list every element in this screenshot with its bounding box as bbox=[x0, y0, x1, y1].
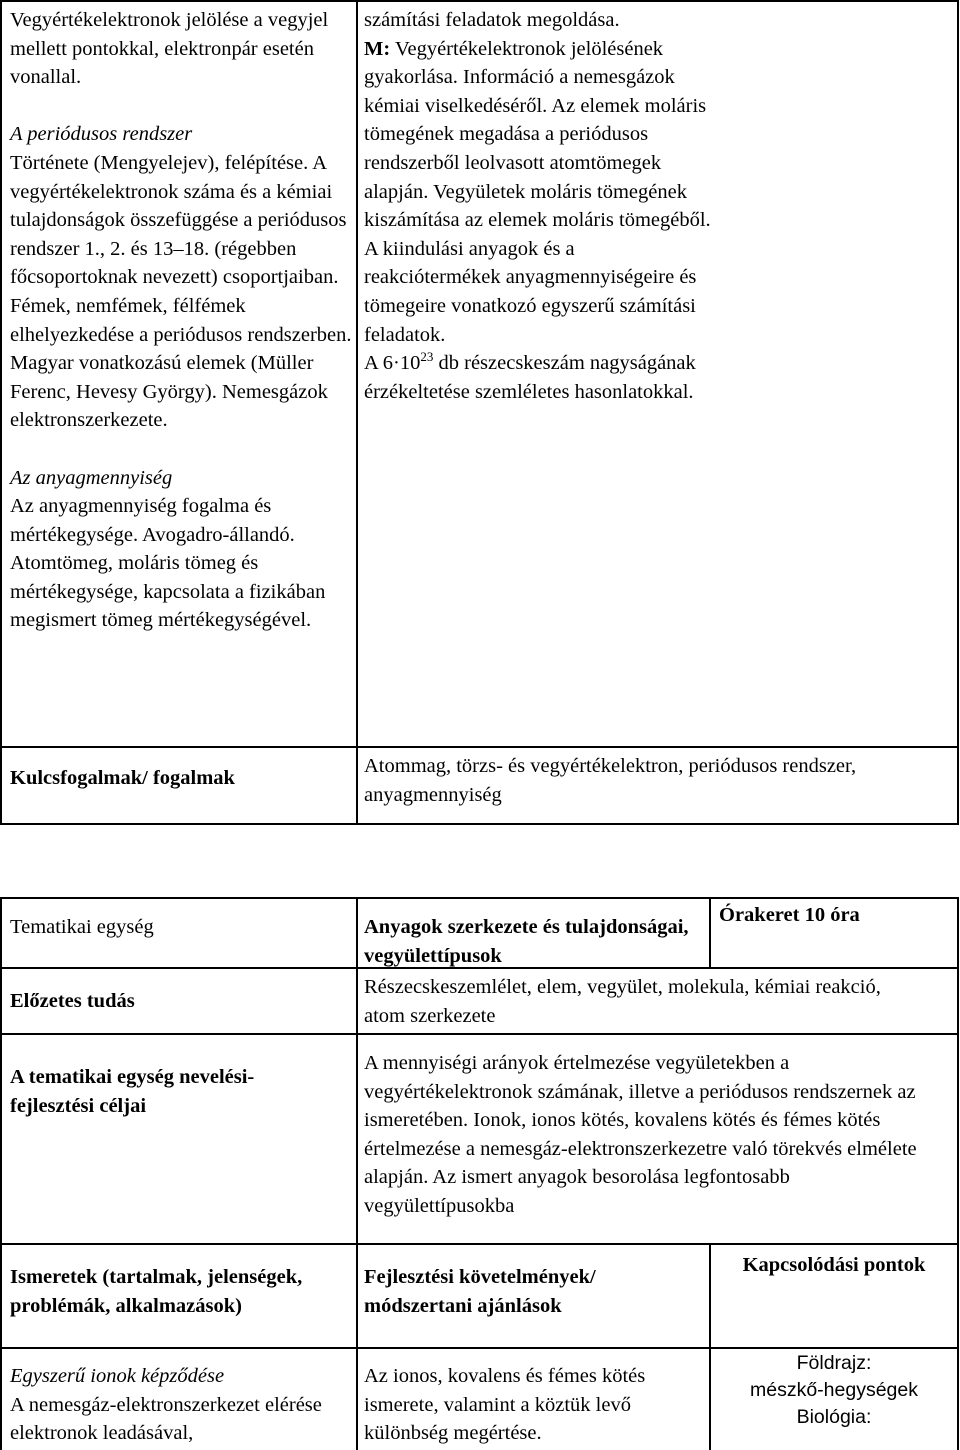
periodic-table-section-title: A periódusos rendszer bbox=[10, 123, 193, 146]
table2-border-hours-left bbox=[709, 897, 711, 969]
avogadro-exponent: 23 bbox=[420, 349, 434, 365]
methodology-label: M: bbox=[364, 37, 391, 60]
hours-frame: Órakeret 10 óra bbox=[719, 904, 860, 926]
requirements-cell: Az ionos, kovalens és fémes kötés ismerete, valamint a köztük levő különbség megértése. bbox=[364, 1365, 646, 1445]
content-cell-right bbox=[364, 6, 714, 406]
table2-border-top bbox=[0, 897, 959, 899]
unit-label: Tematikai egység bbox=[10, 916, 154, 938]
table1-border-row bbox=[0, 746, 959, 748]
table2-border-left bbox=[0, 897, 2, 1450]
amount-of-substance-text: Az anyagmennyiség fogalma és mértékegysége. Avogadro-állandó. Atomtömeg, moláris tömeg és mértékegysége, kapcsolata a fizikában megismert tömeg mértékegységével. bbox=[10, 495, 326, 632]
table2-border-right bbox=[957, 897, 959, 1450]
avogadro-text bbox=[364, 349, 714, 406]
goals-label: A tematikai egység nevelési-fejlesztési céljai bbox=[10, 1066, 255, 1117]
connections-cell bbox=[711, 1350, 957, 1431]
valence-notation-text: Vegyértékelektronok jelölése a vegyjel mellett pontokkal, elektronpár esetén vonallal. bbox=[10, 9, 329, 89]
methodology-body: Vegyértékelektronok jelölésének gyakorlása. Információ a nemesgázok kémiai viselkedéséről. Az elemek moláris tömegének megadása a periódusos rendszerből leolvasott atomtömegek alapján. Vegyületek moláris tömegének kiszámítása az elemek moláris tömegéből. A kiindulási anyagok és a reakciótermékek anyagmennyiségeire és tömegeire vonatkozó egyszerű számítási feladatok. bbox=[364, 37, 711, 346]
table1-border-top bbox=[0, 0, 959, 2]
goals-value: A mennyiségi arányok értelmezése vegyületekben a vegyértékelektronok számának, illetve a periódusos rendszernek az ismeretében. Ionok, ionos kötés, kovalens kötés és fémes kötés értelmezése a nemesgáz-elektronszerkezetre való törekvés elmélete alapján. Az ismert anyagok besorolása legfontosabb vegyülettípusokba bbox=[364, 1052, 917, 1217]
table1-border-bottom bbox=[0, 823, 959, 825]
avogadro-rest: db részecskeszám nagyságának érzékeltetése szemléletes hasonlatokkal. bbox=[364, 352, 696, 403]
avogadro-base: A 6·10 bbox=[364, 352, 421, 375]
table1-border-mid bbox=[356, 0, 358, 825]
connection-topic-limestone: mészkő-hegységek bbox=[750, 1379, 918, 1401]
unit-title: Anyagok szerkezete és tulajdonságai, vegyülettípusok bbox=[364, 916, 689, 967]
simple-ions-text: A nemesgáz-elektronszerkezet elérése elektronok leadásával, bbox=[10, 1393, 322, 1445]
calc-tasks-text: számítási feladatok megoldása. bbox=[364, 9, 620, 31]
knowledge-cell bbox=[10, 1362, 350, 1448]
connection-subject-biology: Biológia: bbox=[796, 1406, 872, 1428]
table2-border-row4 bbox=[0, 1347, 959, 1349]
table1-border-left bbox=[0, 0, 2, 825]
key-concepts-label: Kulcsfogalmak/ fogalmak bbox=[10, 767, 235, 789]
table2-border-mid1 bbox=[356, 897, 358, 1450]
prior-knowledge-label: Előzetes tudás bbox=[10, 990, 135, 1012]
amount-of-substance-title: Az anyagmennyiség bbox=[10, 466, 173, 489]
methodology-text bbox=[364, 35, 714, 350]
prior-knowledge-value: Részecskeszemlélet, elem, vegyület, molekula, kémiai reakció, atom szerkezete bbox=[364, 976, 881, 1027]
table1-border-right bbox=[957, 0, 959, 825]
knowledge-header: Ismeretek (tartalmak, jelenségek, problémák, alkalmazások) bbox=[10, 1266, 303, 1317]
requirements-header: Fejlesztési követelmények/ módszertani ajánlások bbox=[364, 1266, 596, 1317]
connection-subject-geography: Földrajz: bbox=[796, 1352, 872, 1374]
key-concepts-value: Atommag, törzs- és vegyértékelektron, periódusos rendszer, anyagmennyiség bbox=[364, 755, 857, 806]
simple-ions-title: Egyszerű ionok képződése bbox=[10, 1365, 225, 1387]
periodic-table-text: Története (Mengyelejev), felépítése. A vegyértékelektronok száma és a kémiai tulajdonságok összefüggése a periódusos rendszer 1., 2. és 13–18. (régebben főcsoportoknak nevezett) csoportjaiban. Fémek, nemfémek, félfémek elhelyezkedése a periódusos rendszerben. Magyar vonatkozású elemek (Müller Ferenc, Hevesy György). Nemesgázok elektronszerkezete. bbox=[10, 151, 352, 432]
table2-border-row3 bbox=[0, 1243, 959, 1245]
content-cell-left bbox=[10, 6, 354, 635]
connections-header: Kapcsolódási pontok bbox=[742, 1254, 926, 1276]
table2-border-row2 bbox=[0, 1033, 959, 1035]
